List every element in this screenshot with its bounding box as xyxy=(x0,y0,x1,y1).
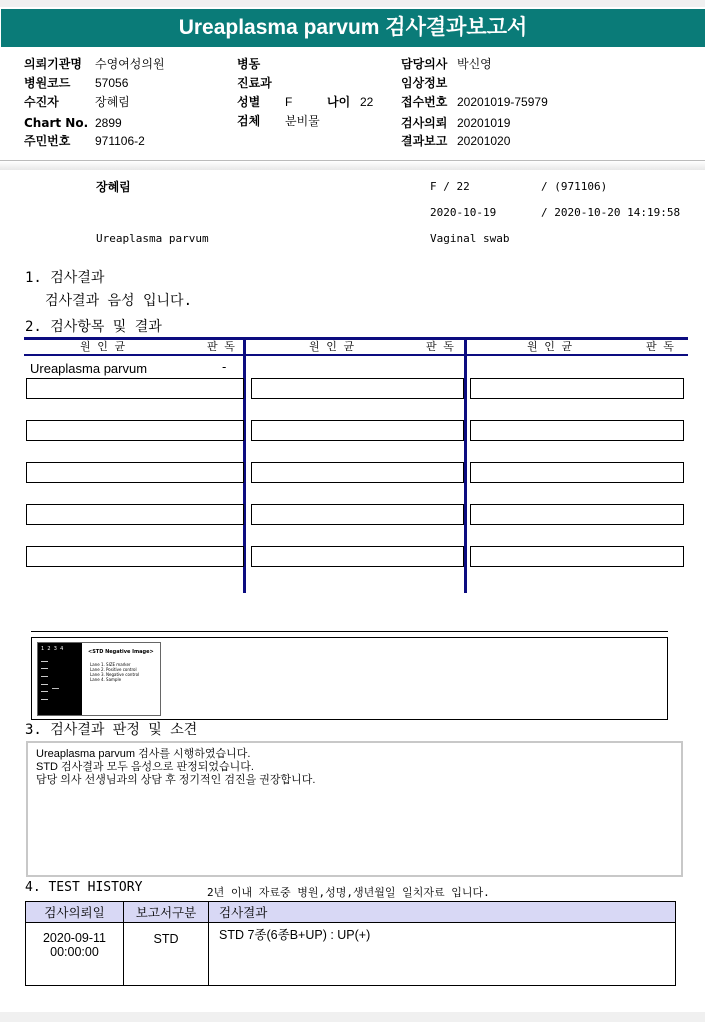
header-separator xyxy=(0,160,705,170)
row1-pathogen: Ureaplasma parvum xyxy=(30,361,148,376)
history-date-cell xyxy=(26,923,124,986)
empty-cell xyxy=(470,504,684,525)
receipt-value: 20201019-75979 xyxy=(457,95,548,109)
history-type: STD xyxy=(124,923,209,986)
empty-cell xyxy=(26,420,244,441)
marker-band xyxy=(41,676,48,677)
summary-name: 장혜림 xyxy=(96,180,131,194)
request-label: 검사의뢰 xyxy=(401,116,448,130)
sex-value: F xyxy=(285,95,293,109)
report-title: Ureaplasma parvum 검사결과보고서 xyxy=(1,9,705,47)
report-label: 결과보고 xyxy=(401,134,448,148)
summary-test: Ureaplasma parvum xyxy=(96,232,209,245)
gel-legend-1: Lane 1. SIZE marker xyxy=(90,662,131,667)
patient-value: 장혜림 xyxy=(95,95,130,109)
marker-band xyxy=(41,691,48,692)
hospital-label: 의뢰기관명 xyxy=(24,57,82,71)
empty-cell xyxy=(470,462,684,483)
sex-label: 성별 xyxy=(237,95,261,109)
history-col-type: 보고서구분 xyxy=(124,902,209,923)
section3-heading: 3. 검사결과 판정 및 소견 xyxy=(25,722,198,738)
empty-cell xyxy=(26,462,244,483)
gel-top-rule xyxy=(31,631,668,632)
chart-value: 2899 xyxy=(95,116,122,130)
empty-cell xyxy=(251,504,464,525)
section4-heading: 4. TEST HISTORY xyxy=(25,880,143,895)
history-result: STD 7종(6종B+UP) : UP(+) xyxy=(209,923,676,986)
col3-pathogen-header: 원 인 균 xyxy=(527,340,573,353)
grid-divider-2 xyxy=(464,337,467,593)
chart-label: Chart No. xyxy=(24,116,89,130)
section1-heading: 1. 검사결과 xyxy=(25,270,105,286)
empty-cell xyxy=(470,420,684,441)
marker-band xyxy=(41,699,48,700)
top-strip xyxy=(0,0,705,7)
empty-cell xyxy=(251,462,464,483)
history-table xyxy=(25,901,676,986)
age-value: 22 xyxy=(360,95,374,109)
empty-cell xyxy=(251,546,464,567)
empty-cell xyxy=(26,378,244,399)
code-label: 병원코드 xyxy=(24,76,71,90)
patient-label: 수진자 xyxy=(24,95,59,109)
gel-legend-2: Lane 2. Positive control xyxy=(90,667,137,672)
section2-heading: 2. 검사항목 및 결과 xyxy=(25,319,162,335)
summary-rrn: / (971106) xyxy=(541,180,608,193)
grid-header-line xyxy=(24,354,688,356)
receipt-label: 접수번호 xyxy=(401,95,448,109)
doctor-value: 박신영 xyxy=(457,57,492,71)
summary-sex-age: F / 22 xyxy=(430,180,470,193)
opinion-line: 담당 의사 선생님과의 상담 후 정기적인 검진을 권장합니다. xyxy=(36,774,316,786)
gel-caption: <STD Negative Image> xyxy=(88,649,154,655)
empty-cell xyxy=(470,546,684,567)
summary-date1: 2020-10-19 xyxy=(430,206,497,219)
history-col-date: 검사의뢰일 xyxy=(26,902,124,923)
empty-cell xyxy=(470,378,684,399)
marker-band xyxy=(41,684,48,685)
empty-cell xyxy=(251,420,464,441)
opinion-box xyxy=(26,741,683,877)
row1-result: - xyxy=(222,360,227,374)
clinical-label: 임상정보 xyxy=(401,76,448,90)
gel-legend-4: Lane 4. Sample xyxy=(90,677,122,682)
summary-sample: Vaginal swab xyxy=(430,232,510,245)
history-note: 2년 이내 자료중 병원,성명,생년월일 일치자료 입니다. xyxy=(207,886,490,899)
rrn-label: 주민번호 xyxy=(24,134,71,148)
doctor-label: 담당의사 xyxy=(401,57,448,71)
gel-lane-numbers: 1 2 3 4 xyxy=(41,646,64,652)
opinion-line: STD 검사결과 모두 음성으로 판정되었습니다. xyxy=(36,761,254,773)
history-time: 00:00:00 xyxy=(50,945,99,959)
section1-text: 검사결과 음성 입니다. xyxy=(45,293,193,309)
col2-pathogen-header: 원 인 균 xyxy=(309,340,355,353)
empty-cell xyxy=(26,504,244,525)
request-value: 20201019 xyxy=(457,116,511,130)
ward-label: 병동 xyxy=(237,57,261,71)
marker-band xyxy=(41,668,48,669)
opinion-line: Ureaplasma parvum 검사를 시행하였습니다. xyxy=(36,748,251,760)
specimen-label: 검체 xyxy=(237,114,261,128)
summary-date2: / 2020-10-20 14:19:58 xyxy=(541,206,681,219)
hospital-value: 수영여성의원 xyxy=(95,57,165,71)
col3-result-header: 판 독 xyxy=(646,340,674,353)
opinion-text xyxy=(28,743,681,787)
specimen-value: 분비물 xyxy=(285,114,320,128)
control-band xyxy=(52,688,59,689)
rrn-value: 971106-2 xyxy=(95,134,145,148)
code-value: 57056 xyxy=(95,76,129,90)
history-header-row xyxy=(26,902,676,923)
bottom-strip xyxy=(0,1012,705,1022)
table-row xyxy=(26,923,676,986)
col1-pathogen-header: 원 인 균 xyxy=(80,340,126,353)
gel-legend-3: Lane 3. Negative control xyxy=(90,672,140,677)
col2-result-header: 판 독 xyxy=(426,340,454,353)
gel-lanes-image xyxy=(38,643,82,715)
history-date: 2020-09-11 xyxy=(42,931,106,945)
report-value: 20201020 xyxy=(457,134,511,148)
gel-image xyxy=(37,642,161,716)
col1-result-header: 판 독 xyxy=(207,340,235,353)
history-col-result: 검사결과 xyxy=(209,902,676,923)
empty-cell xyxy=(26,546,244,567)
marker-band xyxy=(41,661,48,662)
dept-label: 진료과 xyxy=(237,76,272,90)
empty-cell xyxy=(251,378,464,399)
age-label: 나이 xyxy=(327,95,351,109)
